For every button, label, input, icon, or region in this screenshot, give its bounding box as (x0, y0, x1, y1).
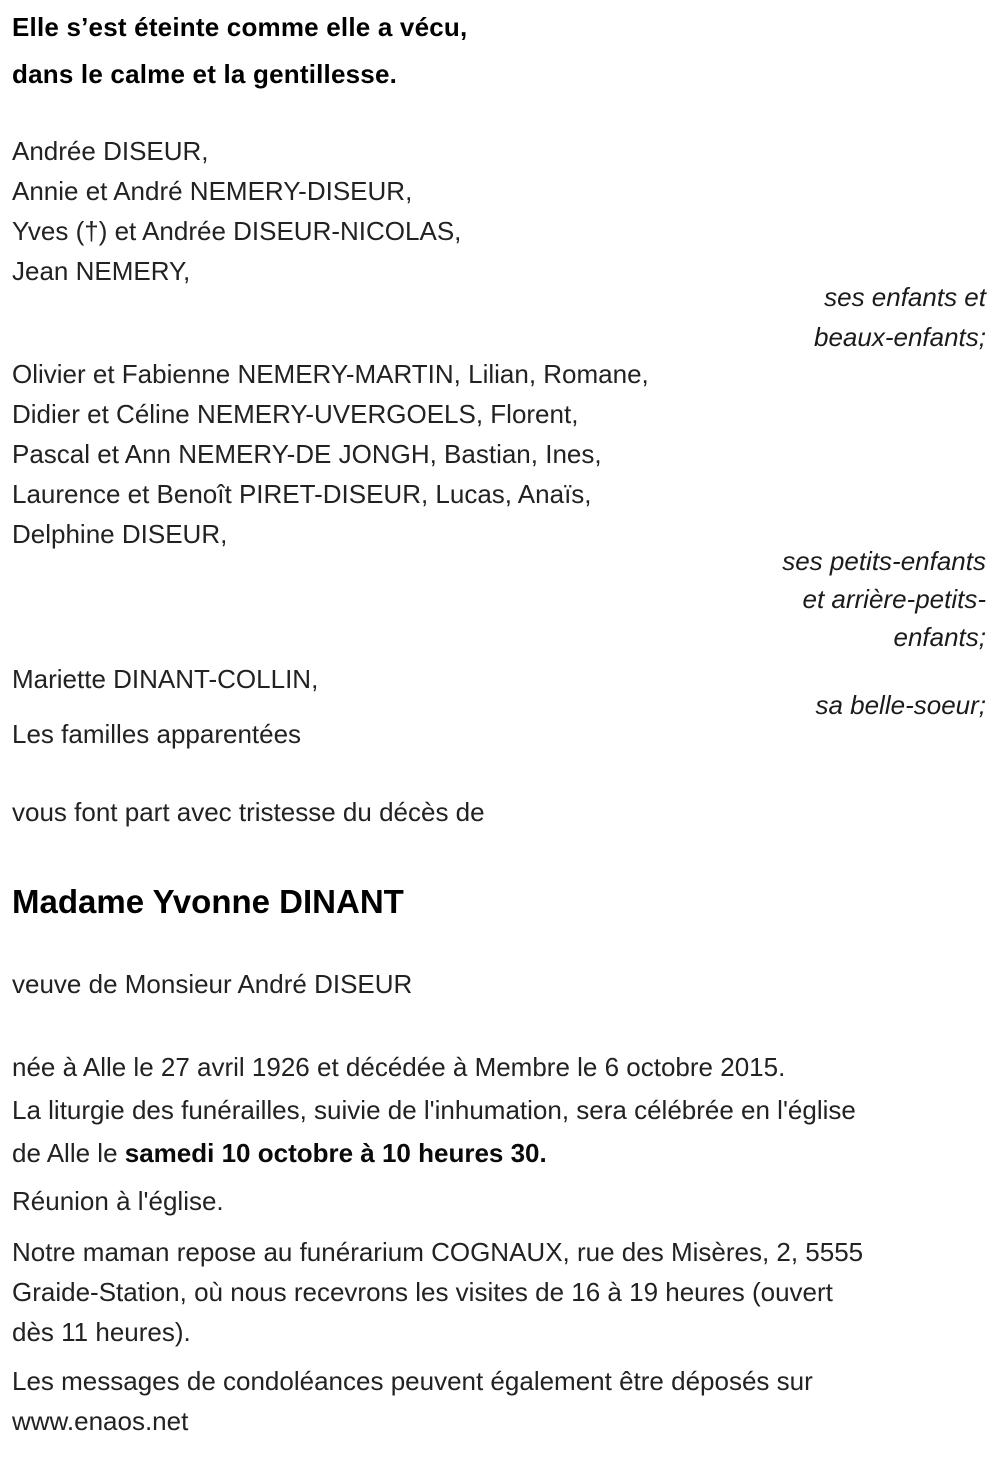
condolences-website: www.enaos.net (12, 1406, 189, 1436)
mourner-name: Didier et Céline NEMERY-UVERGOELS, Florent, (12, 399, 579, 429)
ceremony-line-2-prefix: de Alle le (12, 1138, 125, 1168)
sister-in-law-name: Mariette DINANT-COLLIN, (12, 664, 319, 694)
grandchildren-names (12, 354, 986, 554)
condolences-line: Les messages de condoléances peuvent également être déposés sur (12, 1366, 813, 1396)
related-families-line: Les familles apparentées (12, 719, 302, 749)
ceremony-paragraph (12, 1089, 986, 1175)
life-dates-line: née à Alle le 27 avril 1926 et décédée à Membre le 6 octobre 2015. (12, 1052, 786, 1082)
epigraph-line-1: Elle s’est éteinte comme elle a vécu, (12, 12, 468, 42)
mourner-name: Pascal et Ann NEMERY-DE JONGH, Bastian, Ines, (12, 439, 602, 469)
children-names (12, 131, 986, 291)
mourner-name: Annie et André NEMERY-DISEUR, (12, 176, 413, 206)
mourner-name: Andrée DISEUR, (12, 136, 209, 166)
repose-line: Graide-Station, où nous recevrons les visites de 16 à 19 heures (ouvert (12, 1277, 833, 1307)
widow-of-line: veuve de Monsieur André DISEUR (12, 969, 413, 999)
grandchildren-relation-label (12, 542, 986, 656)
condolences-paragraph (12, 1361, 986, 1441)
relation-line: ses petits-enfants (782, 546, 986, 576)
mourner-name: Laurence et Benoît PIRET-DISEUR, Lucas, Anaïs, (12, 479, 592, 509)
sister-in-law-relation-label: sa belle-soeur; (815, 690, 986, 720)
epigraph-line-2: dans le calme et la gentillesse. (12, 59, 398, 89)
repose-paragraph (12, 1232, 986, 1352)
mourner-name: Delphine DISEUR, (12, 519, 228, 549)
mourner-name: Jean NEMERY, (12, 256, 191, 286)
repose-line: Notre maman repose au funérarium COGNAUX, rue des Misères, 2, 5555 (12, 1237, 864, 1267)
mourner-name: Yves (†) et Andrée DISEUR-NICOLAS, (12, 216, 462, 246)
announcement-line: vous font part avec tristesse du décès de (12, 797, 485, 827)
relation-line: et arrière-petits- (802, 584, 986, 614)
ceremony-line-2 (12, 1132, 986, 1175)
ceremony-line-1: La liturgie des funérailles, suivie de l'inhumation, sera célébrée en l'église (12, 1095, 856, 1125)
deceased-name-title: Madame Yvonne DINANT (12, 883, 404, 920)
children-relation-label (12, 277, 986, 357)
repose-line: dès 11 heures). (12, 1317, 191, 1347)
relation-line: ses enfants et (824, 282, 986, 312)
mourner-name: Olivier et Fabienne NEMERY-MARTIN, Lilian, Romane, (12, 359, 649, 389)
epigraph (12, 4, 986, 98)
ceremony-date-time: samedi 10 octobre à 10 heures 30. (124, 1138, 547, 1168)
meeting-line: Réunion à l'église. (12, 1186, 224, 1216)
relation-line: beaux-enfants; (813, 322, 986, 352)
relation-line: enfants; (893, 622, 986, 652)
